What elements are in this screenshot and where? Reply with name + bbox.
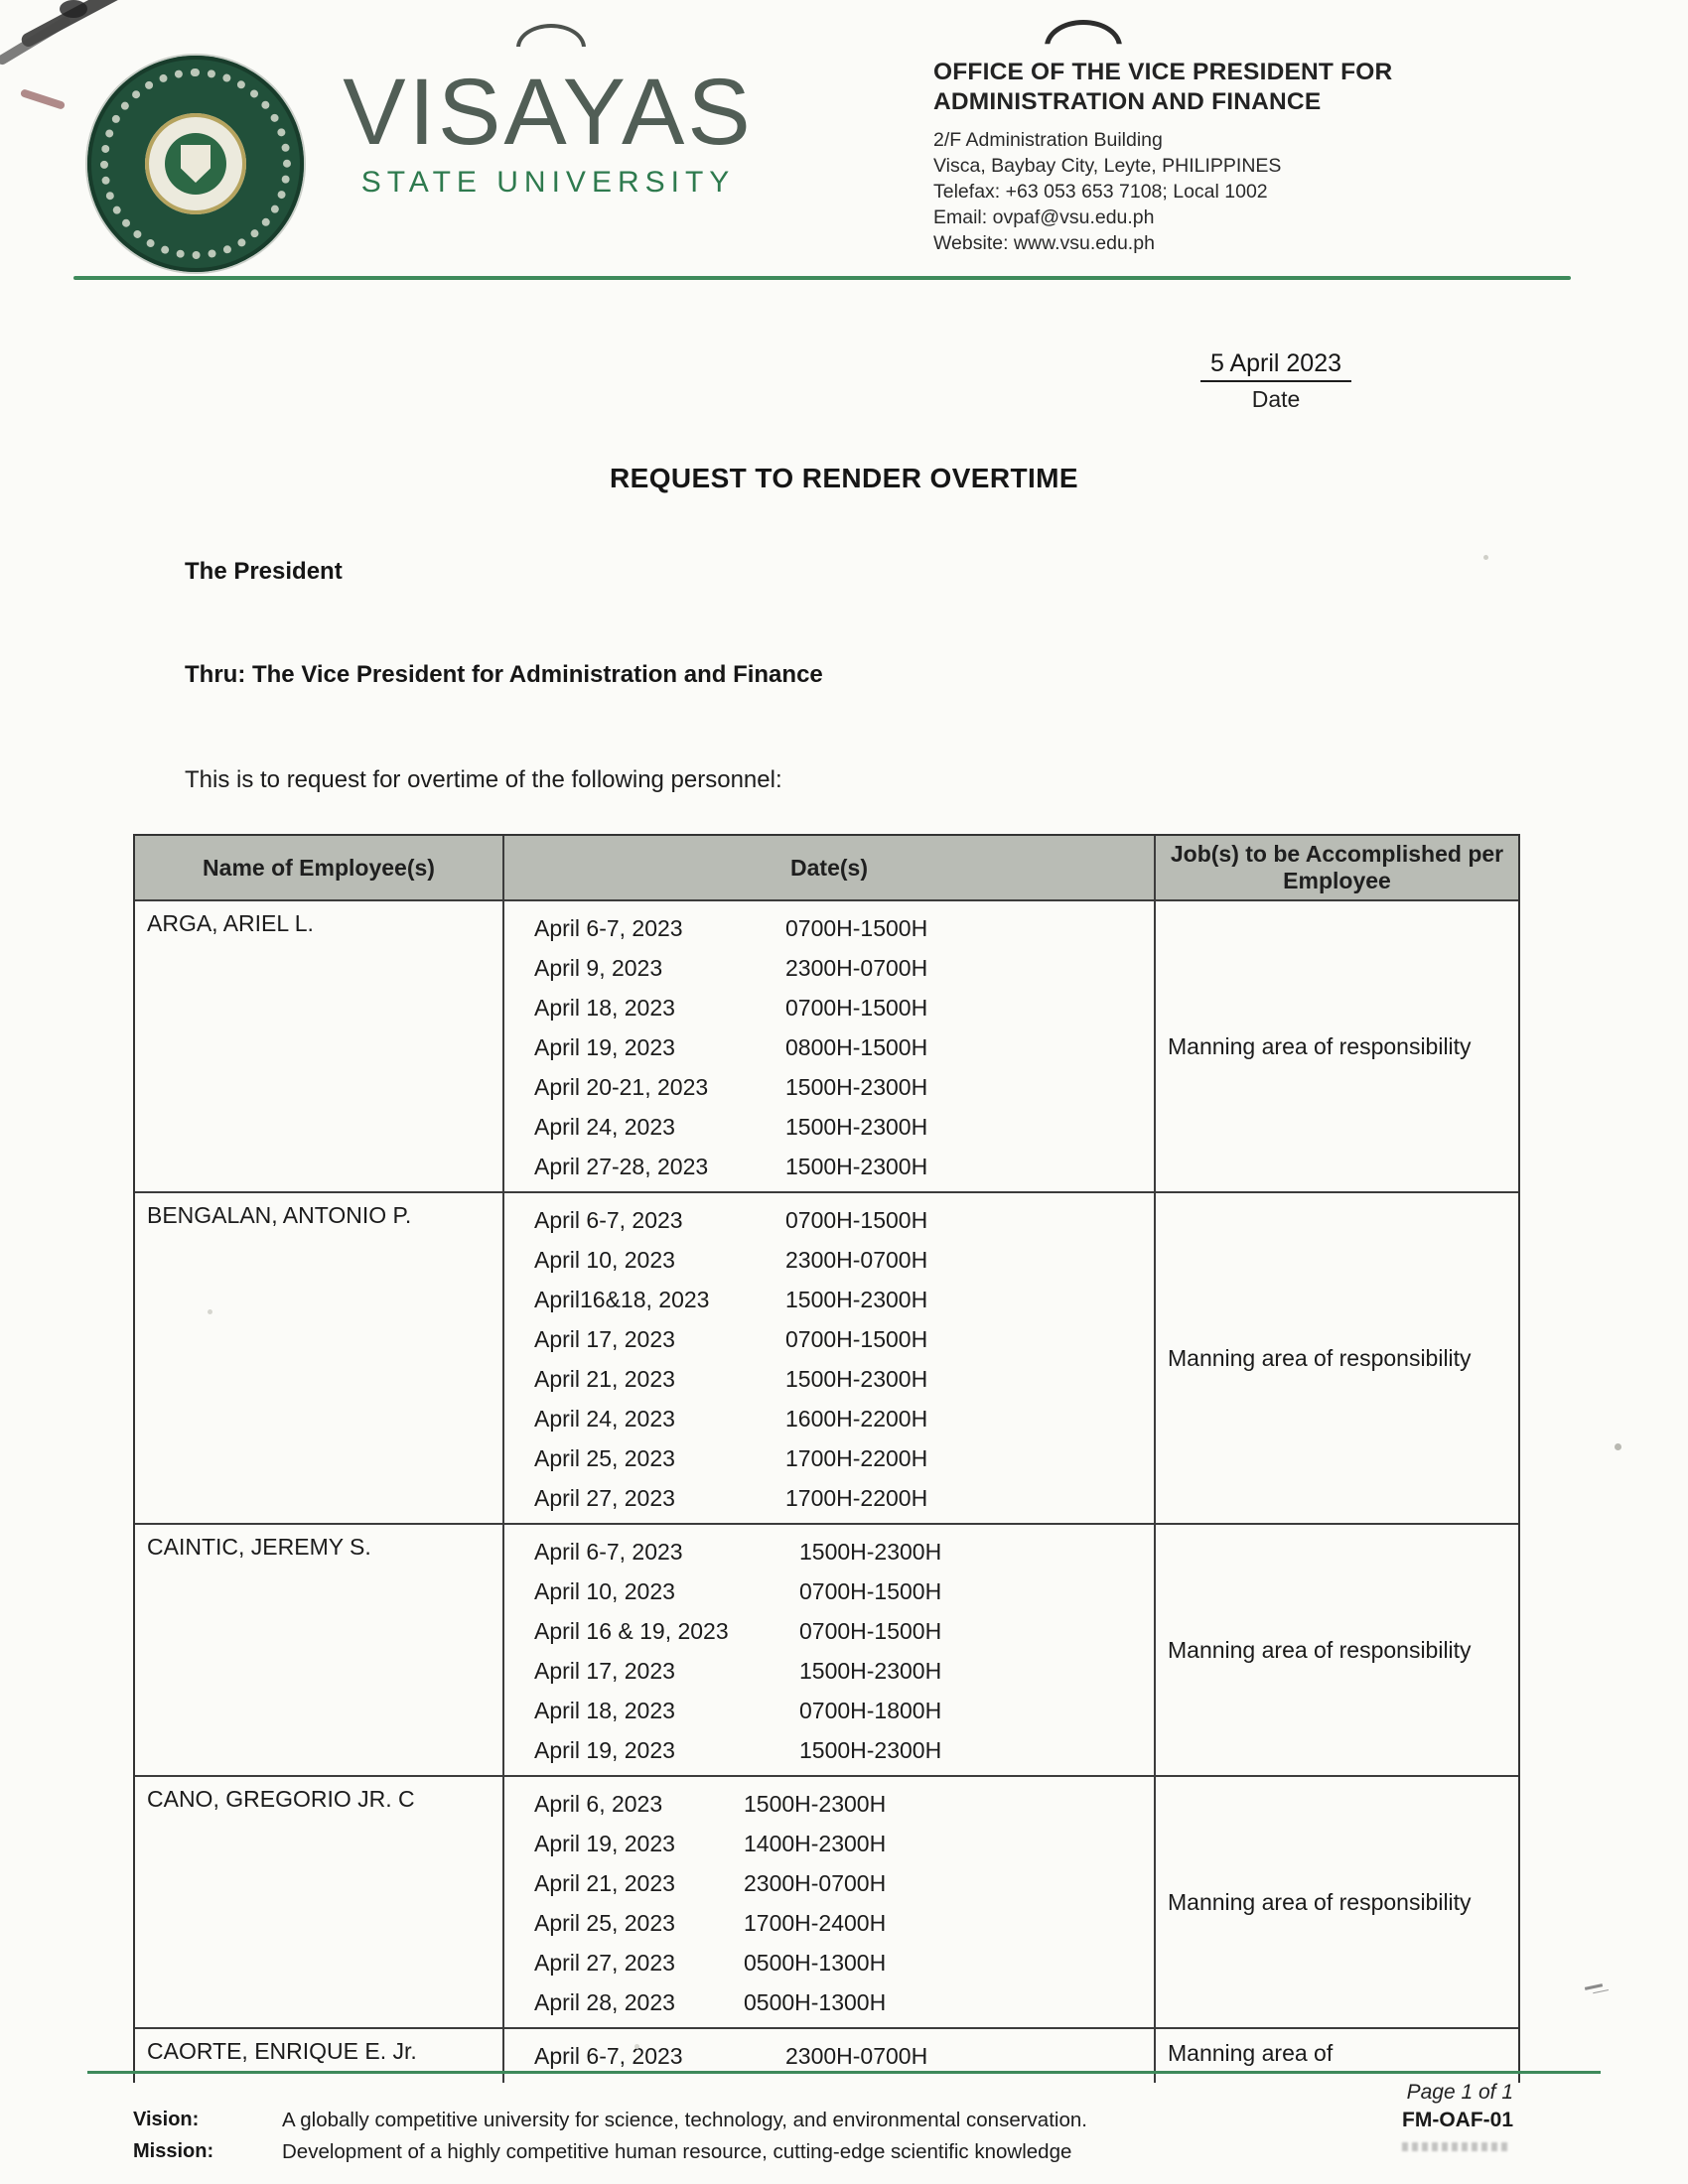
scan-artifact-squiggle [1585,1983,1603,1990]
date-entry [534,908,1154,948]
date-entry [534,1903,1154,1943]
entry-time: 2300H-0700H [785,954,928,981]
entry-date: April 27, 2023 [534,1949,675,1976]
employee-job-cell [1156,901,1518,1191]
employee-job: Manning area of responsibility [1168,1344,1472,1371]
entry-date: April 6, 2023 [534,1790,663,1817]
entry-time: 1500H-2300H [785,1113,928,1140]
date-entry [534,2036,1154,2076]
date-entry [534,1067,1154,1107]
employee-name: CAINTIC, JEREMY S. [135,1525,504,1775]
header-divider-line [73,276,1571,280]
employee-job: Manning area of [1168,2040,1334,2066]
university-wordmark [320,60,776,200]
entry-date: April 10, 2023 [534,1577,675,1604]
date-entry [534,1784,1154,1824]
entry-time: 0700H-1800H [799,1697,942,1723]
university-name: VISAYAS [343,60,754,165]
page-number: Page 1 of 1 [1406,2081,1513,2104]
form-code: FM-OAF-01 [1402,2109,1513,2131]
scan-artifact-red-mark [20,88,66,110]
date-entry [534,1147,1154,1186]
document-title: REQUEST TO RENDER OVERTIME [610,463,1078,493]
entry-time: 2300H-0700H [744,1869,887,1896]
table-row [135,2029,1518,2083]
entry-date: April 18, 2023 [534,994,675,1021]
date-entry [534,1532,1154,1571]
entry-date: April 6-7, 2023 [534,1206,683,1233]
entry-date: April 16 & 19, 2023 [534,1617,729,1644]
entry-time: 0700H-1500H [785,994,928,1021]
entry-date: April 17, 2023 [534,1657,675,1684]
header-dates: Date(s) [504,836,1156,899]
date-entry [534,1611,1154,1651]
entry-date: April 20-21, 2023 [534,1073,709,1100]
entry-time: 1700H-2200H [785,1444,928,1471]
office-address [933,127,1549,257]
entry-time: 1500H-2300H [785,1073,928,1100]
intro-line: This is to request for overtime of the following personnel: [185,766,782,793]
date-entry [534,1691,1154,1730]
clipped-text-artifact [1402,2142,1511,2151]
date-entry [534,1478,1154,1518]
entry-date: April 28, 2023 [534,1988,675,2015]
entry-time: 1400H-2300H [744,1830,887,1856]
employee-name: ARGA, ARIEL L. [135,901,504,1191]
employee-name: BENGALAN, ANTONIO P. [135,1193,504,1523]
entry-time: 1700H-2400H [744,1909,887,1936]
mission-row [133,2140,1325,2164]
document-date: 5 April 2023 [1200,349,1351,382]
vision-label: Vision: [133,2109,200,2130]
office-title-line1: OFFICE OF THE VICE PRESIDENT FOR [933,59,1393,85]
entry-time: 0500H-1300H [744,1988,887,2015]
date-entry [534,1319,1154,1359]
entry-list [504,1525,1156,1775]
university-subtitle: STATE UNIVERSITY [360,166,736,199]
date-entry [534,1824,1154,1863]
entry-time: 1500H-2300H [799,1736,942,1763]
entry-date: April 25, 2023 [534,1444,675,1471]
entry-date: April 27-28, 2023 [534,1153,709,1179]
entry-date: April 19, 2023 [534,1830,675,1856]
employee-job: Manning area of responsibility [1168,1888,1472,1915]
date-entry [534,1863,1154,1903]
entry-list [504,1193,1156,1523]
scan-artifact-corner-mark [19,0,123,49]
overtime-table [133,834,1520,2083]
entry-time: 2300H-0700H [785,1246,928,1273]
entry-time: 1600H-2200H [785,1405,928,1432]
address-line: Email: ovpaf@vsu.edu.ph [933,206,1155,229]
entry-date: April 10, 2023 [534,1246,675,1273]
date-entry [534,1982,1154,2022]
entry-date: April16&18, 2023 [534,1286,710,1312]
entry-date: April 6-7, 2023 [534,1538,683,1565]
entry-time: 0700H-1500H [799,1577,942,1604]
table-row [135,1193,1518,1525]
entry-time: 0500H-1300H [744,1949,887,1976]
date-entry [534,948,1154,988]
thru-line: Thru: The Vice President for Administration and Finance [185,661,823,688]
table-rows [135,901,1518,2083]
entry-time: 1500H-2300H [799,1657,942,1684]
employee-name: CAORTE, ENRIQUE E. Jr. [135,2029,504,2083]
entry-list [504,901,1156,1191]
entry-time: 1500H-2300H [785,1286,928,1312]
entry-time: 1500H-2300H [785,1365,928,1392]
address-line: Visca, Baybay City, Leyte, PHILIPPINES [933,154,1282,177]
date-entry [534,1438,1154,1478]
date-label: Date [1251,386,1301,412]
entry-date: April 24, 2023 [534,1405,675,1432]
employee-job-cell [1156,1777,1518,2027]
table-row [135,901,1518,1193]
entry-date: April 6-7, 2023 [534,914,683,941]
entry-date: April 17, 2023 [534,1325,675,1352]
entry-date: April 19, 2023 [534,1033,675,1060]
employee-job: Manning area of responsibility [1168,1032,1472,1059]
employee-name: CANO, GREGORIO JR. C [135,1777,504,2027]
entry-date: April 25, 2023 [534,1909,675,1936]
date-entry [534,1107,1154,1147]
entry-time: 1500H-2300H [799,1538,942,1565]
header-jobs: Job(s) to be Accomplished per Employee [1170,841,1504,893]
vsu-seal-logo [87,56,304,272]
date-entry [534,1943,1154,1982]
employee-job-cell [1156,1525,1518,1775]
entry-time: 0800H-1500H [785,1033,928,1060]
recipient-line: The President [185,558,343,585]
entry-time: 2300H-0700H [785,2042,928,2069]
table-header-row [135,836,1518,901]
entry-time: 1700H-2200H [785,1484,928,1511]
entry-date: April 9, 2023 [534,954,663,981]
scan-artifact-specks [0,0,3,3]
date-entry [534,988,1154,1027]
table-row [135,1777,1518,2029]
seal-core [165,133,226,195]
date-entry [534,1571,1154,1611]
entry-time: 1500H-2300H [785,1153,928,1179]
footer-divider-line [87,2071,1601,2074]
entry-time: 0700H-1500H [785,914,928,941]
entry-date: April 24, 2023 [534,1113,675,1140]
date-entry [534,1651,1154,1691]
entry-date: April 6-7, 2023 [534,2042,683,2069]
address-line: Telefax: +63 053 653 7108; Local 1002 [933,181,1268,203]
entry-time: 0700H-1500H [785,1206,928,1233]
office-letterhead [933,58,1549,256]
address-line: Website: www.vsu.edu.ph [933,232,1155,255]
entry-date: April 19, 2023 [534,1736,675,1763]
date-entry [534,1280,1154,1319]
date-entry [534,1359,1154,1399]
date-entry [534,1730,1154,1770]
scan-artifact-corner-mark [60,0,87,18]
date-block [1132,349,1420,413]
vision-text: A globally competitive university for science, technology, and environmental conservation. [282,2109,1087,2131]
table-row [135,1525,1518,1777]
entry-list [504,2029,1156,2083]
entry-date: April 27, 2023 [534,1484,675,1511]
entry-date: April 18, 2023 [534,1697,675,1723]
entry-date: April 21, 2023 [534,1365,675,1392]
date-entry [534,1240,1154,1280]
entry-list [504,1777,1156,2027]
seal-shield-icon [181,145,211,183]
address-line: 2/F Administration Building [933,128,1163,151]
date-entry [534,1027,1154,1067]
entry-date: April 21, 2023 [534,1869,675,1896]
header-name-of-employees: Name of Employee(s) [135,836,504,899]
employee-job-cell [1156,1193,1518,1523]
office-title-line2: ADMINISTRATION AND FINANCE [933,88,1322,116]
scan-artifact-corner-mark [0,15,72,67]
entry-time: 0700H-1500H [785,1325,928,1352]
vision-row [133,2109,1325,2132]
date-entry [534,1200,1154,1240]
entry-time: 1500H-2300H [744,1790,887,1817]
date-entry [534,1399,1154,1438]
mission-label: Mission: [133,2140,214,2162]
employee-job: Manning area of responsibility [1168,1636,1472,1663]
mission-text: Development of a highly competitive human resource, cutting-edge scientific knowledge [282,2140,1072,2163]
employee-job-cell [1156,2029,1518,2083]
entry-time: 0700H-1500H [799,1617,942,1644]
